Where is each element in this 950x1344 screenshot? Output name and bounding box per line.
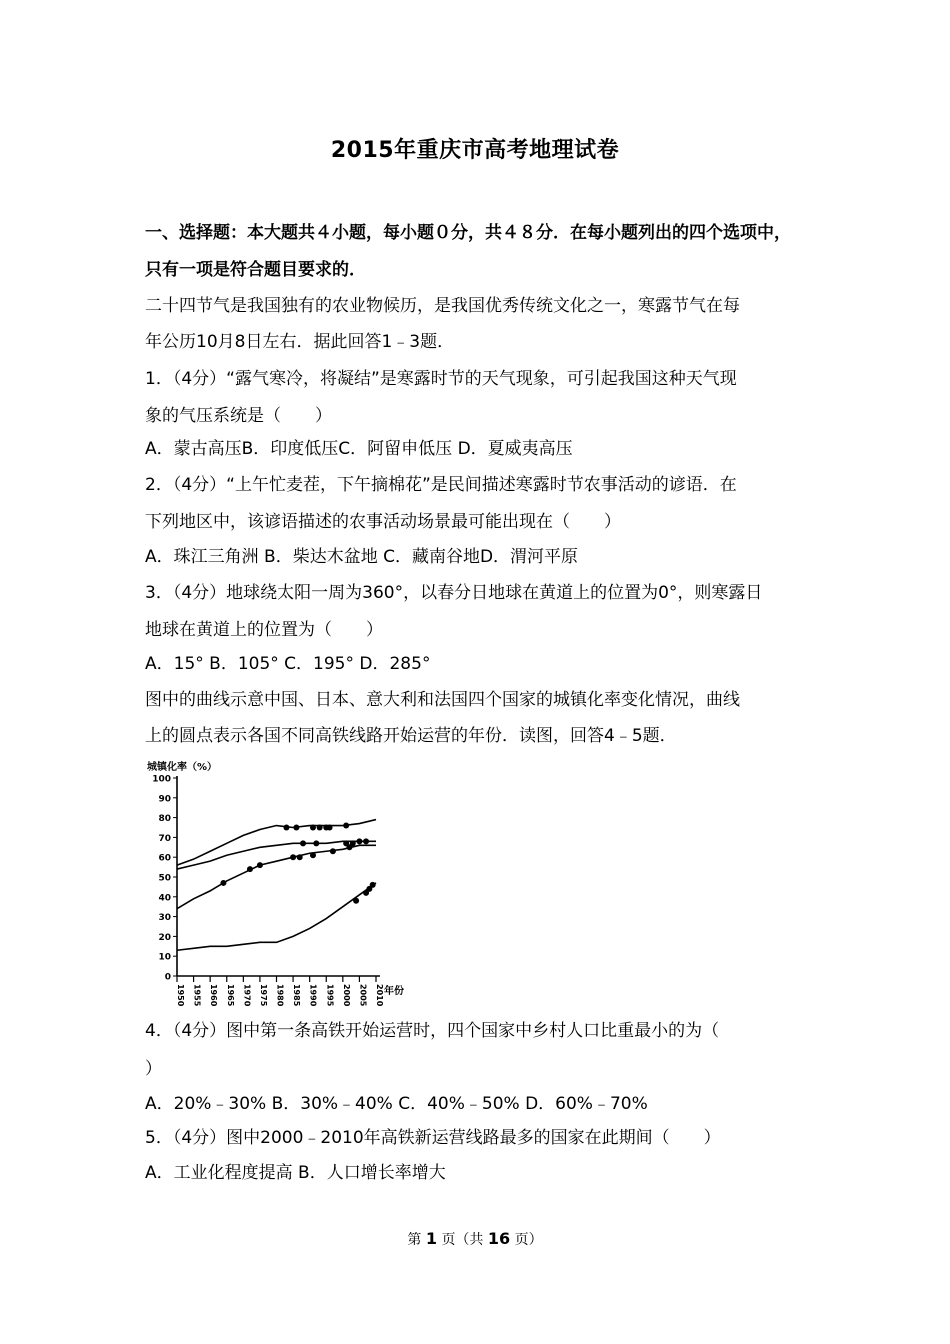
- x-tick-label: 1960: [209, 984, 219, 1006]
- x-tick-label: 1980: [275, 984, 285, 1006]
- series-3-marker: [346, 844, 352, 850]
- question-3-options: A．15° B．105° C．195° D．285°: [145, 654, 431, 674]
- footer-total-pages: 16: [487, 1229, 511, 1248]
- y-tick-label: 30: [158, 913, 171, 924]
- footer-mid: 页（共: [441, 1232, 484, 1248]
- intro-2-line-1: 图中的曲线示意中国、日本、意大利和法国四个国家的城镇化率变化情况，曲线: [145, 690, 740, 710]
- y-axis-label: 城镇化率（%）: [147, 762, 218, 773]
- section-heading-line-2: 只有一项是符合题目要求的．: [145, 260, 366, 280]
- x-tick-label: 1970: [242, 984, 252, 1006]
- y-tick-label: 20: [158, 932, 171, 943]
- document-title: 2015年重庆市高考地理试卷: [330, 138, 620, 163]
- intro-2-line-2: 上的圆点表示各国不同高铁线路开始运营的年份．读图，回答4﹣5题．: [145, 726, 677, 746]
- series-1-marker: [310, 825, 316, 831]
- y-tick-label: 100: [152, 774, 171, 785]
- series-4-marker: [353, 898, 359, 904]
- series-1-marker: [317, 825, 323, 831]
- question-1-options: A．蒙古高压B．印度低压C．阿留申低压 D．夏威夷高压: [145, 439, 573, 459]
- series-1-marker: [327, 825, 333, 831]
- x-tick-label: 2000: [341, 984, 351, 1006]
- x-tick-label: 1995: [325, 984, 335, 1006]
- question-5-options: A．工业化程度提高 B．人口增长率增大: [145, 1163, 446, 1183]
- intro-1-line-1: 二十四节气是我国独有的农业物候历，是我国优秀传统文化之一，寒露节气在每: [145, 296, 740, 316]
- x-tick-label: 2005: [358, 984, 368, 1006]
- question-2-line-2: 下列地区中，该谚语描述的农事活动场景最可能出现在（ ）: [145, 512, 621, 532]
- question-4-line-2: ）: [145, 1059, 162, 1079]
- question-3-line-2: 地球在黄道上的位置为（ ）: [145, 620, 383, 640]
- question-1-line-1: 1．（4分）“露气寒冷，将凝结”是寒露时节的天气现象，可引起我国这种天气现: [145, 369, 737, 389]
- series-3-marker: [247, 866, 253, 872]
- series-1-marker: [293, 825, 299, 831]
- y-tick-label: 40: [158, 893, 171, 904]
- page-footer: [0, 1229, 950, 1249]
- question-4-line-1: 4．（4分）图中第一条高铁开始运营时，四个国家中乡村人口比重最小的为（: [145, 1021, 720, 1041]
- x-tick-label: 2010: [375, 984, 384, 1006]
- y-tick-label: 60: [158, 853, 171, 864]
- y-tick-label: 90: [158, 794, 171, 805]
- series-3-marker: [297, 854, 303, 860]
- question-2-options: A．珠江三角洲 B．柴达木盆地 C．藏南谷地D．渭河平原: [145, 547, 579, 567]
- y-tick-label: 0: [164, 972, 171, 983]
- series-2-marker: [356, 838, 362, 844]
- urbanization-chart: [143, 758, 413, 1006]
- x-tick-label: 1965: [225, 984, 235, 1006]
- section-heading-line-1: 一、选择题：本大题共４小题，每小题０分，共４８分．在每小题列出的四个选项中，: [145, 223, 791, 243]
- y-tick-label: 70: [158, 833, 171, 844]
- y-tick-label: 10: [158, 952, 171, 963]
- series-3-marker: [330, 848, 336, 854]
- y-tick-label: 50: [158, 873, 171, 884]
- y-tick-label: 80: [158, 814, 171, 825]
- series-4-marker: [370, 882, 376, 888]
- series-2-marker: [313, 840, 319, 846]
- series-1-marker: [343, 823, 349, 829]
- series-1-marker: [283, 825, 289, 831]
- question-2-line-1: 2．（4分）“上午忙麦茬，下午摘棉花”是民间描述寒露时节农事活动的谚语．在: [145, 475, 737, 495]
- x-axis-label: 年份: [384, 986, 404, 997]
- question-4-options: A．20%﹣30% B．30%﹣40% C．40%﹣50% D．60%﹣70%: [145, 1094, 648, 1114]
- x-tick-label: 1955: [192, 984, 202, 1006]
- footer-prefix: 第: [407, 1232, 422, 1248]
- series-3-marker: [220, 880, 226, 886]
- series-3-marker: [257, 862, 263, 868]
- x-tick-label: 1990: [308, 984, 318, 1006]
- series-3-marker: [290, 854, 296, 860]
- x-tick-label: 1975: [258, 984, 268, 1006]
- question-1-line-2: 象的气压系统是（ ）: [145, 406, 332, 426]
- x-tick-label: 1985: [292, 984, 302, 1006]
- footer-suffix: 页）: [514, 1232, 543, 1248]
- series-2-marker: [300, 840, 306, 846]
- question-3-line-1: 3．（4分）地球绕太阳一周为360°，以春分日地球在黄道上的位置为0°，则寒露日: [145, 583, 763, 603]
- question-5-line-1: 5．（4分）图中2000﹣2010年高铁新运营线路最多的国家在此期间（ ）: [145, 1128, 721, 1148]
- footer-page-number: 1: [425, 1229, 437, 1248]
- series-line-3: [177, 845, 376, 908]
- x-tick-label: 1950: [176, 984, 185, 1006]
- series-2-marker: [363, 838, 369, 844]
- intro-1-line-2: 年公历10月8日左右．据此回答1﹣3题．: [145, 332, 455, 352]
- series-3-marker: [310, 852, 316, 858]
